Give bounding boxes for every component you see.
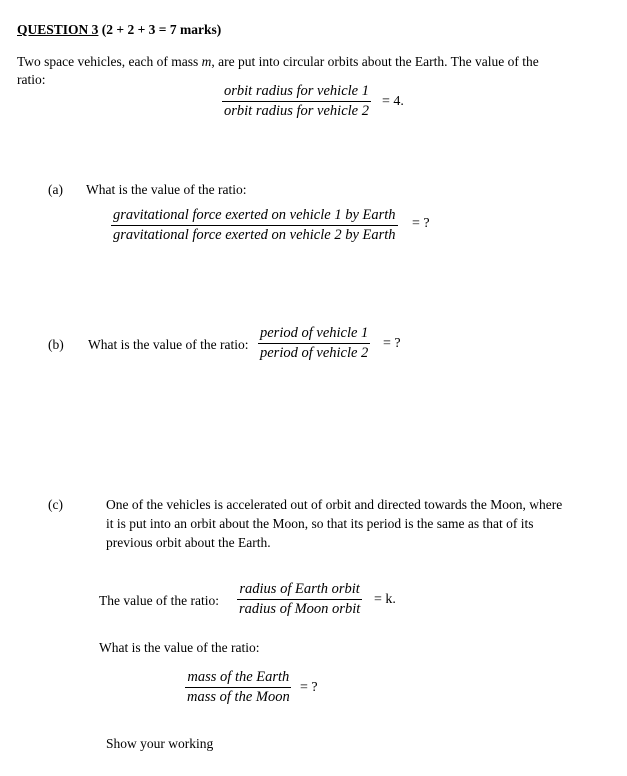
- part-c-line-2: it is put into an orbit about the Moon, so that its period is the same as that of its: [106, 516, 534, 531]
- question-title: QUESTION 3: [17, 22, 99, 37]
- part-a-equals: = ?: [412, 216, 430, 231]
- fraction-numerator: gravitational force exerted on vehicle 1 by Earth: [111, 207, 398, 226]
- part-b-prompt: What is the value of the ratio:: [88, 337, 249, 352]
- fraction-numerator: radius of Earth orbit: [237, 581, 361, 600]
- part-a-prompt: What is the value of the ratio:: [86, 182, 247, 197]
- fraction-denominator: gravitational force exerted on vehicle 2 by Earth: [113, 227, 396, 243]
- show-working-note: Show your working: [106, 736, 214, 751]
- part-c-line-1: One of the vehicles is accelerated out of orbit and directed towards the Moon, where: [106, 497, 563, 512]
- part-a-force-ratio: [111, 207, 398, 244]
- fraction-denominator: period of vehicle 2: [260, 345, 369, 361]
- fraction-numerator: orbit radius for vehicle 1: [222, 83, 371, 102]
- mass-variable: m: [201, 54, 212, 69]
- fraction-denominator: radius of Moon orbit: [239, 601, 361, 617]
- part-b-label: (b): [48, 337, 64, 352]
- given-orbit-radius-ratio: [222, 83, 371, 120]
- part-c-mass-ratio: [185, 669, 292, 706]
- part-a-label: (a): [48, 182, 63, 197]
- part-c-given-prompt: The value of the ratio:: [99, 593, 219, 608]
- part-b-period-ratio: [258, 325, 370, 362]
- question-marks: (2 + 2 + 3 = 7 marks): [101, 22, 222, 37]
- fraction-denominator: orbit radius for vehicle 2: [224, 103, 369, 119]
- part-c-given-equals: = k.: [374, 592, 396, 607]
- part-c-question-prompt: What is the value of the ratio:: [99, 640, 260, 655]
- intro-line-1: Two space vehicles, each of mass m, are put into circular orbits about the Earth. The value of the: [17, 54, 539, 69]
- intro-line-2: ratio:: [17, 72, 46, 87]
- part-c-radius-ratio: [237, 581, 362, 618]
- fraction-numerator: period of vehicle 1: [258, 325, 370, 344]
- part-c-line-3: previous orbit about the Earth.: [106, 535, 271, 550]
- fraction-denominator: mass of the Moon: [187, 689, 290, 705]
- part-c-question-equals: = ?: [300, 680, 318, 695]
- given-ratio-equals: = 4.: [382, 94, 404, 109]
- fraction-numerator: mass of the Earth: [185, 669, 291, 688]
- part-b-equals: = ?: [383, 336, 401, 351]
- part-c-label: (c): [48, 497, 63, 512]
- question-heading: [17, 22, 221, 38]
